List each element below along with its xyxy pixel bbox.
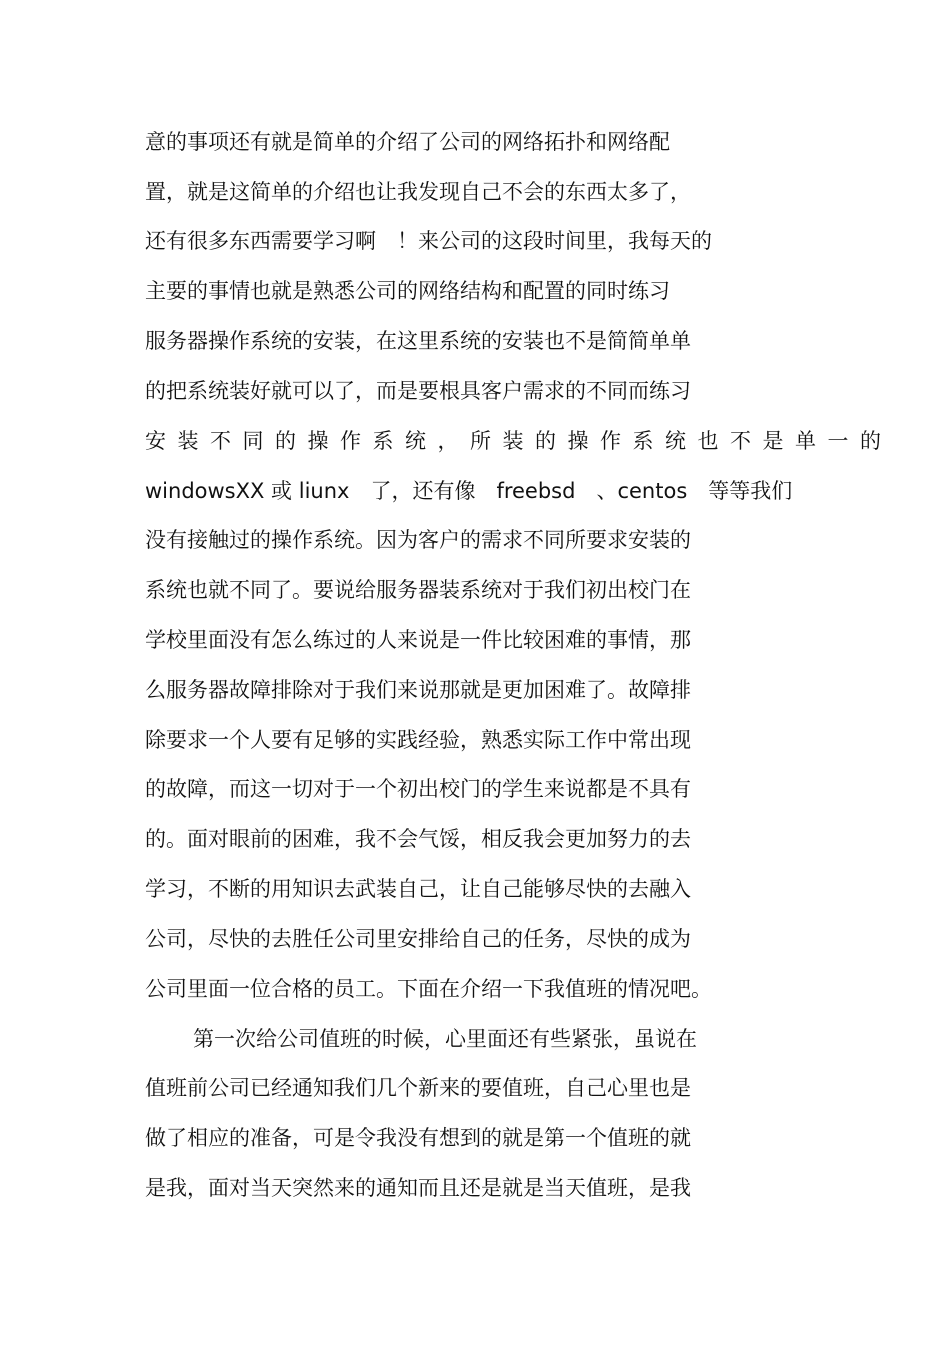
text-line: 值班前公司已经通知我们几个新来的要值班，自己心里也是 [145, 1076, 691, 1100]
text-line: 学习，不断的用知识去武装自己，让自己能够尽快的去融入 [145, 877, 691, 901]
text-line: 主要的事情也就是熟悉公司的网络结构和配置的同时练习 [145, 279, 670, 303]
text-line: 学校里面没有怎么练过的人来说是一件比较困难的事情，那 [145, 628, 691, 652]
text-line: 意的事项还有就是简单的介绍了公司的网络拓扑和网络配 [145, 130, 670, 154]
text-line: 的故障，而这一切对于一个初出校门的学生来说都是不具有 [145, 777, 691, 801]
text-line: 除要求一个人要有足够的实践经验，熟悉实际工作中常出现 [145, 728, 691, 752]
text-line: 系统也就不同了。要说给服务器装系统对于我们初出校门在 [145, 578, 691, 602]
text-line: 公司，尽快的去胜任公司里安排给自己的任务，尽快的成为 [145, 927, 691, 951]
text-line: 么服务器故障排除对于我们来说那就是更加困难了。故障排 [145, 678, 691, 702]
text-line: 没有接触过的操作系统。因为客户的需求不同所要求安装的 [145, 528, 691, 552]
text-line: 安装不同的操作系统，所装的操作系统也不是单一的 [145, 429, 893, 453]
text-line: 还有很多东西需要学习啊 ！来公司的这段时间里，我每天的 [145, 229, 712, 253]
text-line: 置，就是这简单的介绍也让我发现自己不会的东西太多了， [145, 180, 691, 204]
text-line: 的把系统装好就可以了，而是要根具客户需求的不同而练习 [145, 379, 691, 403]
text-line: 服务器操作系统的安装，在这里系统的安装也不是简简单单 [145, 329, 691, 353]
text-line: 的。面对眼前的困难，我不会气馁，相反我会更加努力的去 [145, 827, 691, 851]
text-line: 公司里面一位合格的员工。下面在介绍一下我值班的情况吧。 [145, 977, 712, 1001]
text-line: windowsXX 或 liunx 了，还有像 freebsd 、centos 等等我们 [145, 479, 793, 503]
text-line: 做了相应的准备，可是令我没有想到的就是第一个值班的就 [145, 1126, 691, 1150]
text-line: 是我，面对当天突然来的通知而且还是就是当天值班，是我 [145, 1176, 691, 1200]
paragraph-first-line: 第一次给公司值班的时候，心里面还有些紧张，虽说在 [193, 1027, 697, 1051]
